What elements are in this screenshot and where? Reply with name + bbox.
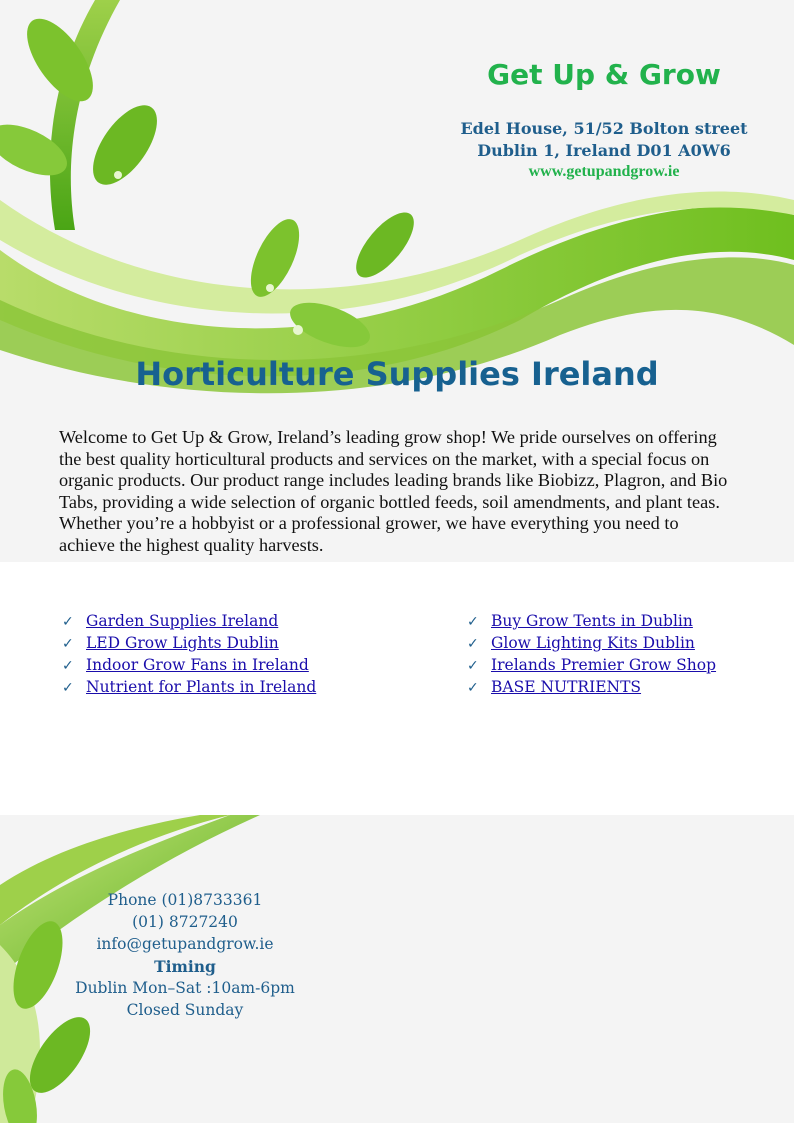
address-line-2: Dublin 1, Ireland D01 A0W6 <box>477 141 731 160</box>
check-icon: ✓ <box>467 658 479 674</box>
page-heading: Horticulture Supplies Ireland <box>135 355 659 393</box>
list-item <box>467 654 716 676</box>
link-plant-nutrient[interactable]: Nutrient for Plants in Ireland <box>86 678 317 696</box>
opening-hours: Dublin Mon–Sat :10am-6pm <box>75 979 295 997</box>
link-indoor-grow-fans[interactable]: Indoor Grow Fans in Ireland <box>86 656 309 674</box>
link-base-nutrients[interactable]: BASE NUTRIENTS <box>491 678 642 696</box>
check-icon: ✓ <box>62 680 74 696</box>
link-lighting-kits[interactable]: Glow Lighting Kits Dublin <box>491 634 695 652</box>
phone-number-1: Phone (01)8733361 <box>107 891 263 909</box>
email-address[interactable]: info@getupandgrow.ie <box>96 935 274 953</box>
list-item <box>62 632 316 654</box>
website-link[interactable]: www.getupandgrow.ie <box>528 163 680 180</box>
timing-label: Timing <box>154 957 216 976</box>
list-item <box>62 610 316 632</box>
check-icon: ✓ <box>467 636 479 652</box>
list-item <box>62 676 316 698</box>
link-premier-grow-shop[interactable]: Irelands Premier Grow Shop <box>491 656 717 674</box>
link-grow-tents[interactable]: Buy Grow Tents in Dublin <box>491 612 693 630</box>
list-item <box>467 676 716 698</box>
link-garden-supplies[interactable]: Garden Supplies Ireland <box>86 612 279 630</box>
check-icon: ✓ <box>62 614 74 630</box>
check-icon: ✓ <box>62 636 74 652</box>
link-led-grow-lights[interactable]: LED Grow Lights Dublin <box>86 634 279 652</box>
brand-title: Get Up & Grow <box>487 58 721 91</box>
list-item <box>467 610 716 632</box>
address-line-1: Edel House, 51/52 Bolton street <box>460 119 748 138</box>
closed-day: Closed Sunday <box>126 1001 244 1019</box>
list-item <box>62 654 316 676</box>
intro-paragraph: Welcome to Get Up & Grow, Ireland’s leading grow shop! We pride ourselves on offering the best quality horticultural products and services on the market, with a special focus on organic products. Our product range includes leading brands like Biobizz, Plagron, and Bio Tabs, providing a wide selection of organic bottled feeds, soil amendments, and plant teas. Whether you’re a hobbyist or a professional grower, we have everything you need to achieve the highest quality harvests. <box>59 427 728 555</box>
check-icon: ✓ <box>62 658 74 674</box>
link-list-right <box>467 610 716 698</box>
phone-number-2: (01) 8727240 <box>132 913 238 931</box>
check-icon: ✓ <box>467 614 479 630</box>
link-list-left <box>62 610 316 698</box>
check-icon: ✓ <box>467 680 479 696</box>
list-item <box>467 632 716 654</box>
